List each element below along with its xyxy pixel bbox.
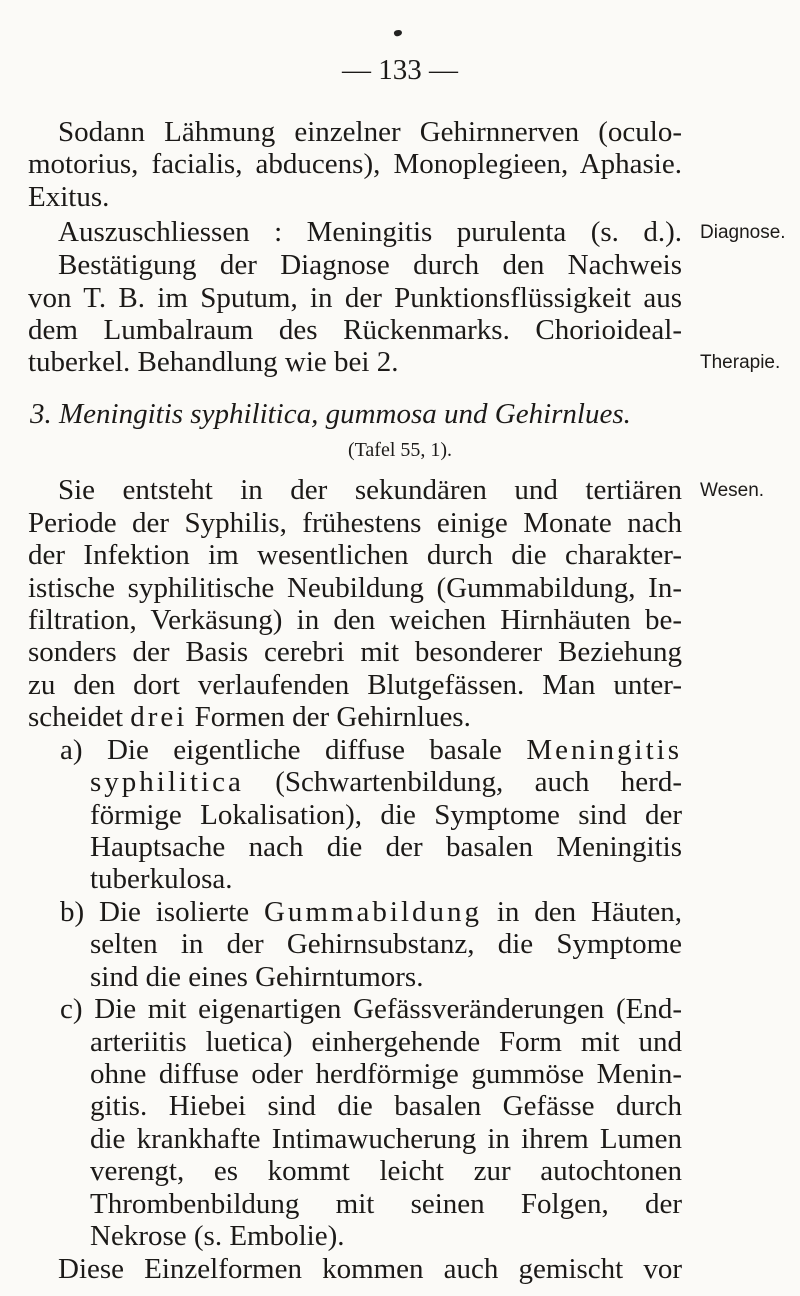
text-line: Thrombenbildung mit seinen Folgen, der (90, 1188, 682, 1220)
text-line (60, 734, 682, 766)
tafel-reference: (Tafel 55, 1). (347, 439, 453, 461)
spaced-emphasis: syphilitica (90, 766, 244, 798)
text-line: Diese Einzelformen kommen auch gemischt vor (58, 1253, 682, 1285)
text-line: Periode der Syphilis, frühestens einige Monate nach (28, 507, 682, 539)
text-line: selten in der Gehirnsubstanz, die Symptome (90, 928, 682, 960)
text-line: c) Die mit eigenartigen Gefässveränderungen (End- (60, 993, 682, 1025)
text-line: zu den dort verlaufenden Blutgefässen. Man unter- (28, 669, 682, 701)
text-line: gitis. Hiebei sind die basalen Gefässe durch (90, 1090, 682, 1122)
margin-note-diagnose: Diagnose. (700, 222, 786, 243)
margin-note-therapie: Therapie. (700, 352, 781, 373)
section-heading: 3. Meningitis syphilitica, gummosa und Gehirnlues. (30, 398, 631, 430)
text-line: dem Lumbalraum des Rückenmarks. Chorioideal- (28, 314, 682, 346)
text-line: sind die eines Gehirntumors. (90, 961, 424, 993)
text-line: arteriitis luetica) einhergehende Form mit und (90, 1026, 682, 1058)
page-number: — 133 — (342, 54, 458, 86)
text-line: die krankhafte Intimawucherung in ihrem Lumen (90, 1123, 682, 1155)
text-line: motorius, facialis, abducens), Monoplegieen, Aphasie. (28, 148, 682, 180)
text-line: sonders der Basis cerebri mit besonderer Beziehung (28, 636, 682, 668)
text-run: (Schwartenbildung, auch herd- (243, 766, 682, 798)
text-line: verengt, es kommt leicht zur autochtonen (90, 1155, 682, 1187)
text-line: Sie entsteht in der sekundären und tertiären (58, 474, 682, 506)
spaced-emphasis: drei (130, 701, 188, 733)
text-run: scheidet (28, 701, 131, 733)
text-line: förmige Lokalisation), die Symptome sind der (90, 799, 682, 831)
text-line: von T. B. im Sputum, in der Punktionsflüssigkeit aus (28, 282, 682, 314)
text-line (90, 766, 682, 798)
text-line: Nekrose (s. Embolie). (90, 1220, 345, 1252)
text-line: Hauptsache nach die der basalen Meningitis (90, 831, 682, 863)
text-run: b) Die isolierte (60, 896, 264, 928)
text-run: Formen der Gehirnlues. (187, 701, 471, 733)
text-line: Bestätigung der Diagnose durch den Nachweis (58, 249, 682, 281)
text-line: tuberkulosa. (90, 863, 233, 895)
spaced-emphasis: Meningitis (526, 734, 682, 766)
text-line: Auszuschliessen : Meningitis purulenta (s. d.). (58, 216, 682, 248)
text-run: a) Die eigentliche diffuse basale (60, 734, 527, 766)
text-run: in den Häuten, (482, 896, 682, 928)
margin-note-wesen: Wesen. (700, 480, 765, 501)
text-line: Sodann Lähmung einzelner Gehirnnerven (oculo- (58, 116, 682, 148)
text-line: der Infektion im wesentlichen durch die charakter- (28, 539, 682, 571)
text-line (60, 896, 682, 928)
text-line: Exitus. (28, 181, 110, 213)
text-line: istische syphilitische Neubildung (Gummabildung, In- (28, 572, 682, 604)
text-line: filtration, Verkäsung) in den weichen Hirnhäuten be- (28, 604, 682, 636)
text-line: tuberkel. Behandlung wie bei 2. (28, 346, 399, 378)
ink-mark (393, 29, 403, 37)
text-line: ohne diffuse oder herdförmige gummöse Menin- (90, 1058, 682, 1090)
text-line (28, 701, 471, 733)
spaced-emphasis: Gummabildung (263, 896, 483, 928)
